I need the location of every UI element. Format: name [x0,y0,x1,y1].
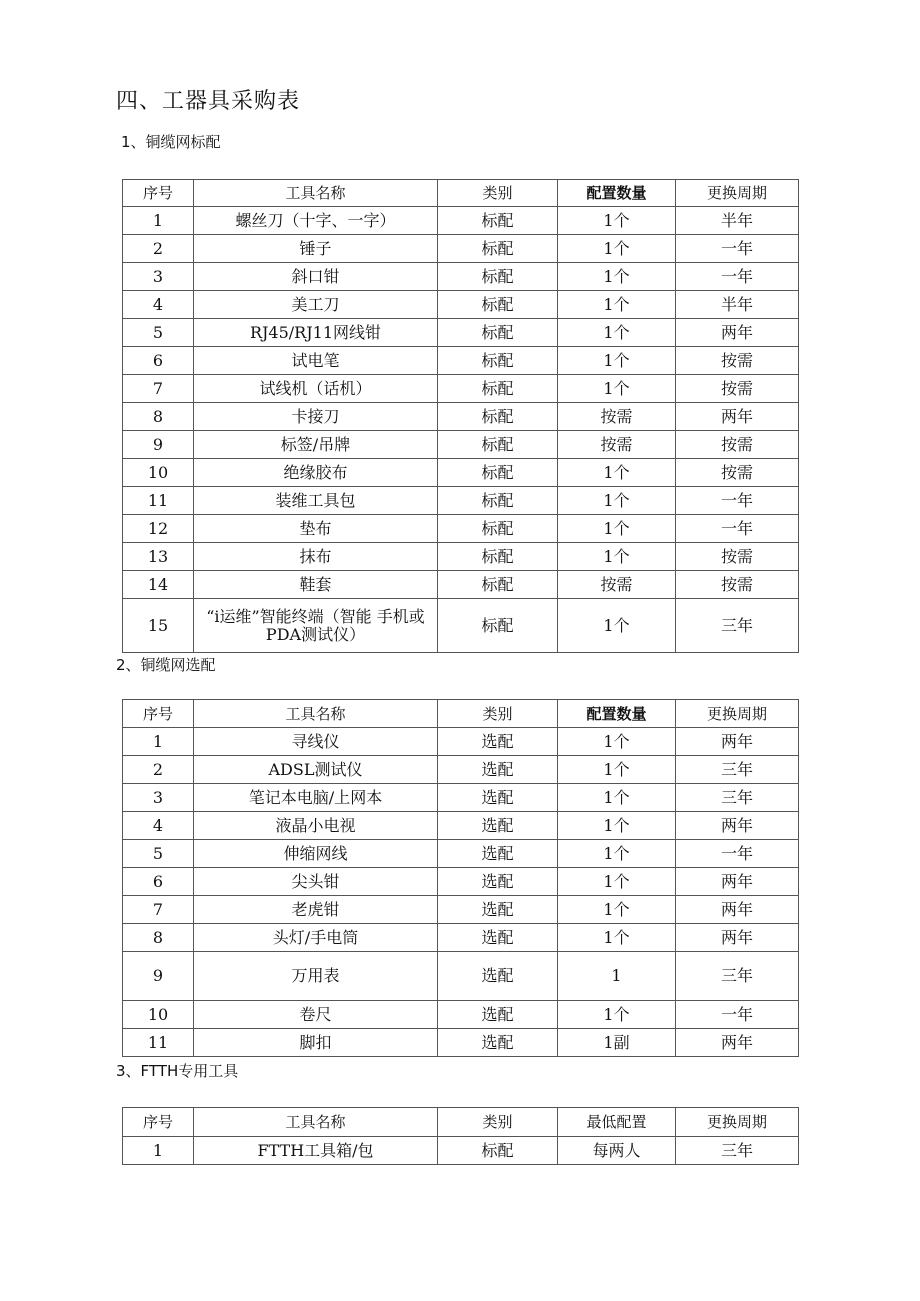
table-cell: 伸缩网线 [194,840,438,868]
table-cell: 1个 [558,487,676,515]
table-cell: 按需 [676,431,799,459]
header-cell: 类别 [438,180,558,207]
table-cell: 15 [123,599,194,653]
table-cell: 两年 [676,403,799,431]
table-cell: 选配 [438,812,558,840]
table-ftth-tools [122,1107,799,1165]
table-cell: 螺丝刀（十字、一字） [194,207,438,235]
table-cell: 两年 [676,868,799,896]
table-row [123,599,799,653]
table-row [123,347,799,375]
table-row [123,235,799,263]
table-cell: 按需 [558,431,676,459]
table-row [123,1137,799,1165]
header-cell: 序号 [123,700,194,728]
table-cell: 垫布 [194,515,438,543]
table-cell: 6 [123,347,194,375]
table-cell: 选配 [438,840,558,868]
table-cell: 三年 [676,784,799,812]
table-cell: 1个 [558,207,676,235]
table-cell: 2 [123,756,194,784]
table-cell: 11 [123,1029,194,1057]
table-cell: 13 [123,543,194,571]
table-cell: 标配 [438,571,558,599]
table-cell: 美工刀 [194,291,438,319]
table-cell: 标配 [438,375,558,403]
table-cell: 两年 [676,924,799,952]
table-cell: 1副 [558,1029,676,1057]
table-row [123,952,799,1001]
table-row [123,756,799,784]
table-cell: 1个 [558,319,676,347]
table-cell: 锤子 [194,235,438,263]
table-cell: 3 [123,263,194,291]
table-header-row [123,700,799,728]
header-cell: 配置数量 [558,180,676,207]
table-cell: 按需 [558,403,676,431]
table-cell: 1个 [558,868,676,896]
table-cell: 一年 [676,515,799,543]
table-header-row [123,180,799,207]
table-cell: 鞋套 [194,571,438,599]
table-row [123,207,799,235]
table-cell: 一年 [676,487,799,515]
table-cell: 装维工具包 [194,487,438,515]
page-title: 四、工器具采购表 [116,89,301,114]
table-cell: 标配 [438,487,558,515]
table-cell: 每两人 [558,1137,676,1165]
table-cell: 两年 [676,728,799,756]
table-cell: 两年 [676,896,799,924]
table-cell: 5 [123,319,194,347]
table-cell: ADSL测试仪 [194,756,438,784]
table-cell: 脚扣 [194,1029,438,1057]
table-cell: 1个 [558,459,676,487]
table-cell: 按需 [676,347,799,375]
table-cell: 按需 [676,459,799,487]
table-cell: 7 [123,896,194,924]
table-cell: 1个 [558,756,676,784]
table-cell: FTTH工具箱/包 [194,1137,438,1165]
table-cell: 选配 [438,1029,558,1057]
table-cell: 7 [123,375,194,403]
table-copper-optional [122,699,799,1057]
table-cell: 1个 [558,1001,676,1029]
section-heading-3: 3、FTTH专用工具 [116,1062,239,1080]
table-row [123,924,799,952]
table-row [123,459,799,487]
table-row [123,868,799,896]
table-cell: 标配 [438,1137,558,1165]
table-cell: 半年 [676,291,799,319]
table-row [123,403,799,431]
table-cell: 寻线仪 [194,728,438,756]
table-cell: 标配 [438,403,558,431]
table-cell: 标配 [438,515,558,543]
table-cell: 按需 [676,543,799,571]
header-cell: 类别 [438,700,558,728]
header-cell: 工具名称 [194,700,438,728]
table-cell: 选配 [438,1001,558,1029]
header-cell: 最低配置 [558,1108,676,1137]
section-heading-1: 1、铜缆网标配 [121,133,221,151]
table-row [123,319,799,347]
header-cell: 序号 [123,180,194,207]
table-cell: 标配 [438,319,558,347]
table-cell: 卷尺 [194,1001,438,1029]
table-copper-standard [122,179,799,653]
table-cell: 绝缘胶布 [194,459,438,487]
table-cell: “i运维”智能终端（智能 手机或PDA测试仪） [194,599,438,653]
table-cell: 按需 [676,571,799,599]
header-cell: 类别 [438,1108,558,1137]
table-header-row [123,1108,799,1137]
table-cell: 1个 [558,235,676,263]
header-cell: 工具名称 [194,1108,438,1137]
table-cell: 14 [123,571,194,599]
table-cell: 8 [123,403,194,431]
table-cell: 标配 [438,235,558,263]
table-cell: 选配 [438,924,558,952]
table-cell: 选配 [438,756,558,784]
header-cell: 更换周期 [676,700,799,728]
table-cell: 12 [123,515,194,543]
table-cell: 选配 [438,728,558,756]
table-cell: 标配 [438,263,558,291]
table-cell: 选配 [438,896,558,924]
table-row [123,784,799,812]
table-cell: 万用表 [194,952,438,1001]
table-row [123,1001,799,1029]
table-row [123,840,799,868]
table-cell: 1个 [558,543,676,571]
table-cell: 抹布 [194,543,438,571]
table-cell: 半年 [676,207,799,235]
table-cell: 标配 [438,543,558,571]
table-cell: 1 [123,1137,194,1165]
table-cell: 1 [123,207,194,235]
table-cell: 1个 [558,599,676,653]
table-cell: 按需 [558,571,676,599]
table-cell: 标配 [438,207,558,235]
table-cell: 三年 [676,1137,799,1165]
table-cell: 试线机（话机） [194,375,438,403]
table-cell: 2 [123,235,194,263]
table-cell: 1个 [558,263,676,291]
table-cell: 1个 [558,840,676,868]
table-cell: 9 [123,431,194,459]
table-row [123,515,799,543]
table-cell: 1个 [558,515,676,543]
table-cell: RJ45/RJ11网线钳 [194,319,438,347]
table-cell: 5 [123,840,194,868]
table-row [123,728,799,756]
table-cell: 1个 [558,896,676,924]
table-cell: 一年 [676,1001,799,1029]
table-cell: 试电笔 [194,347,438,375]
table-row [123,812,799,840]
table-cell: 10 [123,459,194,487]
table-cell: 一年 [676,235,799,263]
table-row [123,263,799,291]
table-cell: 1个 [558,375,676,403]
table-cell: 一年 [676,840,799,868]
table-cell: 11 [123,487,194,515]
header-cell: 配置数量 [558,700,676,728]
table-cell: 选配 [438,868,558,896]
table-cell: 标配 [438,459,558,487]
table-cell: 标配 [438,599,558,653]
table-row [123,896,799,924]
table-cell: 4 [123,812,194,840]
table-cell: 尖头钳 [194,868,438,896]
table-row [123,571,799,599]
table-cell: 标签/吊牌 [194,431,438,459]
table-cell: 头灯/手电筒 [194,924,438,952]
table-cell: 1 [558,952,676,1001]
table-cell: 卡接刀 [194,403,438,431]
table-cell: 两年 [676,1029,799,1057]
table-row [123,543,799,571]
table-cell: 标配 [438,347,558,375]
table-cell: 三年 [676,952,799,1001]
table-cell: 4 [123,291,194,319]
header-cell: 工具名称 [194,180,438,207]
table-cell: 选配 [438,784,558,812]
table-cell: 标配 [438,431,558,459]
table-cell: 10 [123,1001,194,1029]
table-cell: 按需 [676,375,799,403]
table-cell: 1个 [558,291,676,319]
table-cell: 1个 [558,784,676,812]
section-heading-2: 2、铜缆网选配 [116,656,216,674]
table-cell: 液晶小电视 [194,812,438,840]
table-cell: 三年 [676,599,799,653]
table-cell: 1个 [558,812,676,840]
table-cell: 一年 [676,263,799,291]
table-row [123,1029,799,1057]
table-cell: 1个 [558,728,676,756]
table-cell: 两年 [676,319,799,347]
table-cell: 老虎钳 [194,896,438,924]
table-row [123,375,799,403]
table-cell: 斜口钳 [194,263,438,291]
table-cell: 1 [123,728,194,756]
table-cell: 笔记本电脑/上网本 [194,784,438,812]
table-cell: 标配 [438,291,558,319]
table-cell: 6 [123,868,194,896]
header-cell: 更换周期 [676,180,799,207]
table-cell: 3 [123,784,194,812]
header-cell: 序号 [123,1108,194,1137]
header-cell: 更换周期 [676,1108,799,1137]
table-cell: 8 [123,924,194,952]
table-row [123,431,799,459]
table-cell: 三年 [676,756,799,784]
table-cell: 1个 [558,347,676,375]
table-cell: 1个 [558,924,676,952]
table-cell: 9 [123,952,194,1001]
table-cell: 选配 [438,952,558,1001]
table-cell: 两年 [676,812,799,840]
table-row [123,291,799,319]
table-row [123,487,799,515]
